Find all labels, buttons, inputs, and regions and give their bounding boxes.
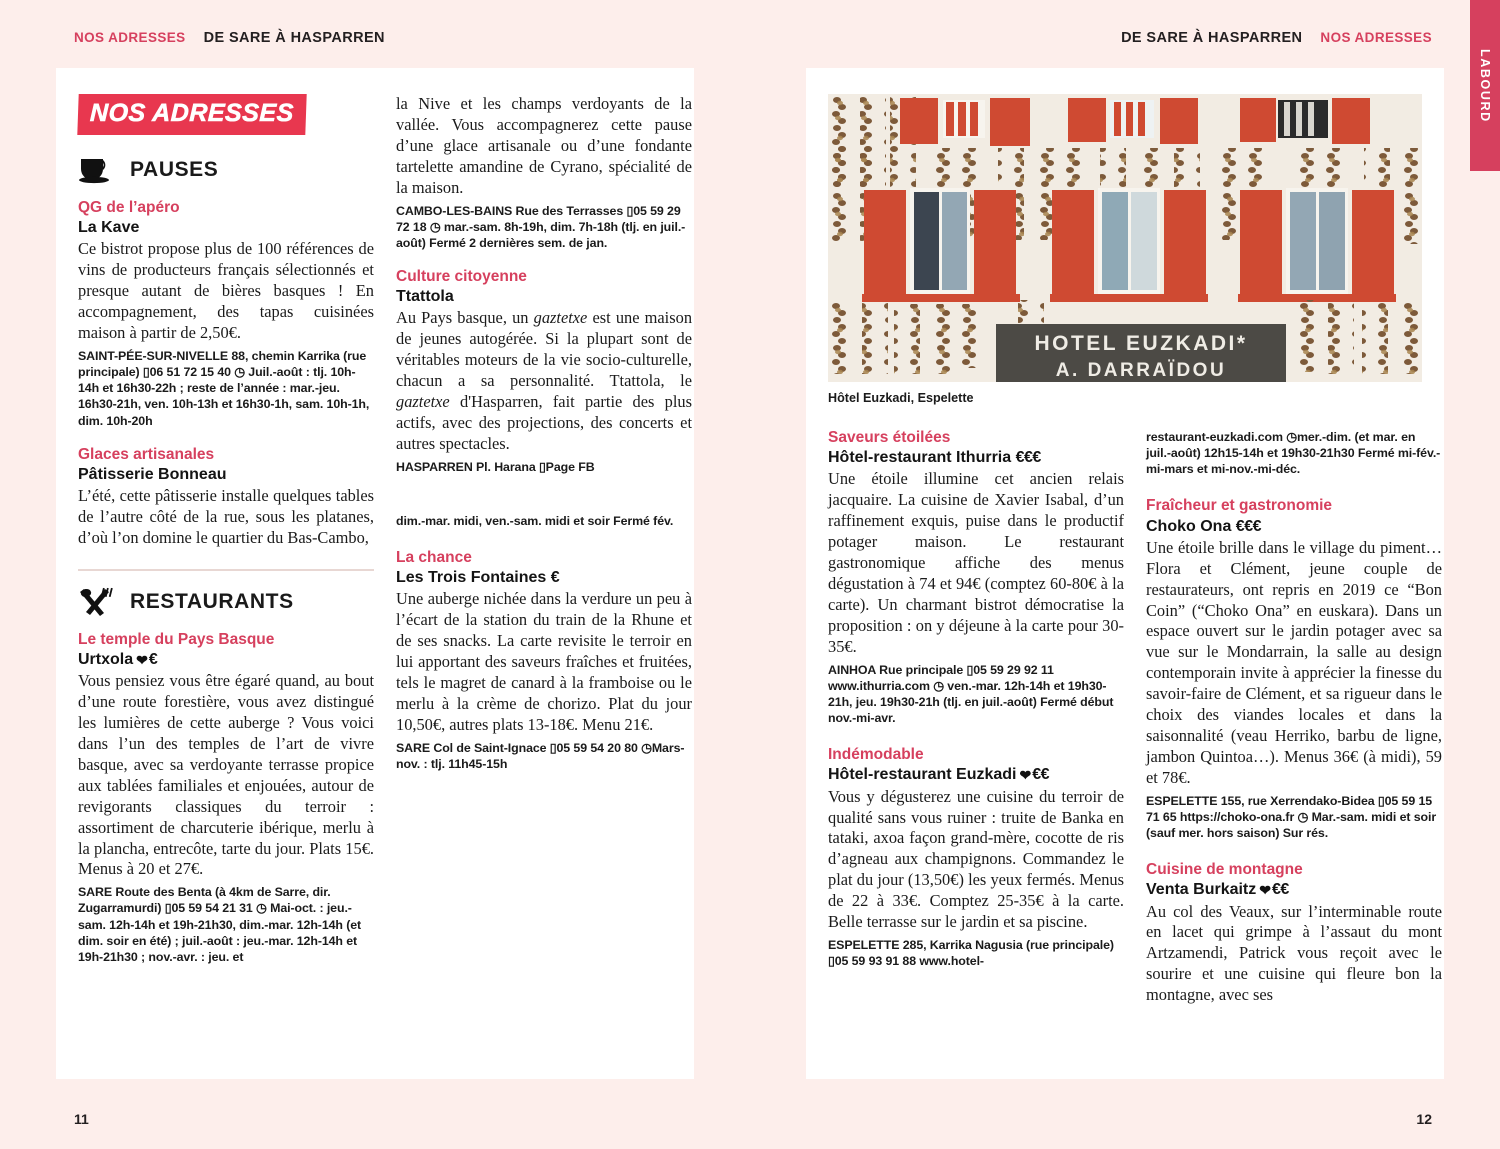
entry-name [78,650,374,669]
running-head-left-title: DE SARE À HASPARREN [203,30,385,46]
left-page-column-2 [396,94,692,1079]
left-page-column-1 [78,94,374,1079]
entry-description: L’été, cette pâtisserie installe quelques tables de l’autre côté de la rue, sous les platanes, d’où l’on domine le quartier du Bas-Cambo, [78,486,374,547]
listing-entry [78,446,374,549]
listing-entry [828,429,1124,726]
entry-name-text: Hôtel-restaurant Euzkadi [828,766,1017,784]
side-tab-label: LABOURD [1478,48,1492,123]
entry-kicker: Fraîcheur et gastronomie [1146,497,1333,515]
category-header-restaurants [78,587,374,617]
listing-entry [78,199,374,429]
category-label-restaurants: RESTAURANTS [130,589,294,613]
photo-block [828,94,1422,421]
favorite-heart-icon: ❤ [136,652,148,669]
entry-practical-info: SARE Route des Benta (à 4km de Sarre, dir. Zugarramurdi) ▯05 59 54 21 31 ◷ Mai-oct. : jeu.-sam. 12h-14h et 19h-21h30, dim.-mar. 12h-14h (et dim. soir en été) ; juil.-août : jeu.-mar. 12h-14h et 19h-21h30 ; nov.-avr. : jeu. et [78,885,362,964]
entry-practical-info: HASPARREN Pl. Harana ▯Page FB [396,459,595,474]
photo-caption: Hôtel Euzkadi, Espelette [828,391,974,405]
entry-description: Vous y dégusterez une cuisine du terroir de qualité sans vous ruiner : truite de Banka en tataki, axoa façon grand-mère, cocotte de ris d’agneau aux champignons. Commandez le plat du jour (13,50€) les yeux fermés. Menus de 22 à 33€. Comptez 25-35€ à la carte. Belle terrasse sur le jardin et sa piscine. [828,786,1124,932]
right-page-column-1 [828,429,1124,1023]
photo-sign-line-1: HOTEL EUZKADI* [1034,332,1248,355]
entry-name [828,765,1124,784]
listing-entry [396,549,692,772]
entry-name: La Kave [78,219,140,237]
entry-practical-info: SAINT-PÉE-SUR-NIVELLE 88, chemin Karrika (rue principale) ▯06 51 72 15 40 ◷ Juil.-août : tlj. 10h-14h et 16h30-22h ; reste de l’année : mar.-jeu. 16h30-21h, ven. 10h-13h et 16h30-1h, sam. 10h-1h, dim. 10h-20h [78,349,370,428]
listing-entry [78,631,374,965]
entry-description-continued: la Nive et les champs verdoyants de la vallée. Vous accompagnerez cette pause d’une glace artisanale ou d’une fondante tartelette amandine de Cyrano, spécialité de la maison. [396,94,692,197]
page-left [56,68,694,1079]
right-page-columns [828,429,1442,1023]
section-divider [78,569,374,571]
entry-name [1146,880,1442,899]
page-right [806,68,1444,1079]
running-head-right-accent: NOS ADRESSES [1320,30,1432,45]
entry-name [1146,517,1442,536]
entry-kicker: Glaces artisanales [78,445,215,463]
pages-container [0,68,1500,1149]
fork-knife-icon [78,587,118,617]
price-level: €€ [1032,766,1050,784]
page-number-left: 11 [74,1111,89,1127]
entry-name-text: Choko Ona [1146,517,1232,535]
entry-description: Au col des Veaux, sur l’interminable route en lacet qui grimpe à l’assaut du mont Artzamendi, Patrick vous reçoit avec le sourire et une cuisine qui fleure bon la montagne, avec ses [1146,901,1442,1005]
photo-sign-line-2: A. DARRAÏDOU [1055,360,1227,381]
running-head-right-title: DE SARE À HASPARREN [1121,30,1303,46]
category-label-pauses: PAUSES [130,158,219,181]
listing-entry [1146,497,1442,841]
entry-name [828,448,1124,467]
entry-kicker: La chance [396,548,472,566]
entry-kicker: Saveurs étoilées [828,429,951,446]
price-level: € [550,569,560,587]
entry-practical-info: AINHOA Rue principale ▯05 59 29 92 11 www.ithurria.com ◷ ven.-mar. 12h-14h et 19h30-21h, jeu. 19h30-21h (tlj. en juil.-août) Fermé début nov.-mi-avr. [828,662,1114,725]
price-level: € [148,651,158,669]
entry-kicker: QG de l’apéro [78,199,180,216]
entry-name-text: Les Trois Fontaines [396,569,547,587]
entry-name: Ttattola [396,288,454,306]
entry-practical-info-continued: dim.-mar. midi, ven.-sam. midi et soir Fermé fév. [396,513,674,528]
running-head-left [74,30,385,46]
entry-description: Une auberge nichée dans la verdure un peu à l’écart de la station du train de la Rhune et de ses snacks. La carte revisite le terroir en lui apportant des saveurs fraîches et fruitées, tels le magret de canard à la framboise ou le merlu à la crème de chorizo. Plat du jour 10,50€, autres plats 13-18€. Menu 21€. [396,589,692,734]
listing-entry [1146,861,1442,1006]
entry-description: Une étoile illumine cet ancien relais jacquaire. La cuisine de Xavier Isabal, d’un raffinement exquis, puise dans le productif potager maison. Le restaurant gastronomique affiche des menus dégustation à 74 et 94€ (comptez 60-80€ à la carte). Un charmant bistrot démocratise la proposition : on y déjeune à la carte pour 30-35€. [828,469,1124,656]
entry-name-text: Urtxola [78,651,134,669]
favorite-heart-icon: ❤ [1019,767,1032,784]
entry-kicker: Le temple du Pays Basque [78,630,275,648]
entry-kicker: Cuisine de montagne [1146,861,1303,879]
entry-name-text: Hôtel-restaurant Ithurria [828,449,1012,467]
entry-kicker: Indémodable [828,746,924,764]
entry-practical-info: SARE Col de Saint-Ignace ▯05 59 54 20 80 ◷Mars-nov. : tlj. 11h45-15h [396,740,685,771]
entry-description: Vous pensiez vous être égaré quand, au bout d’une route forestière, vous avez distingué les lumières de cette auberge ? Vous voici dans l’un des temples de l’art de vivre basque, avec sa verdoyante terrasse propice aux tablées familiales et enjouées, autour de revigorants classiques du terroir : assortiment de charcuterie ibérique, merlu à la plancha, entrecôte, tarte du jour. Plats 15€. Menus à 20 et 27€. [78,671,374,879]
coffee-cup-icon [78,155,118,185]
entry-practical-info: CAMBO-LES-BAINS Rue des Terrasses ▯05 59 29 72 18 ◷ mar.-sam. 8h-19h, dim. 7h-18h (tlj. en juil.-août) Fermé 2 dernières sem. de jan. [396,203,686,250]
hotel-euzkadi-facade-photo [828,94,1422,382]
price-level: €€€ [1235,517,1261,535]
entry-name-text: Venta Burkaitz [1146,881,1257,899]
price-level: €€€ [1015,449,1041,467]
running-head-left-accent: NOS ADRESSES [74,30,186,45]
entry-practical-info: ESPELETTE 155, rue Xerrendako-Bidea ▯05 59 15 71 65 https://choko-ona.fr ◷ Mar.-sam. midi et soir (sauf mer. hors saison) Sur rés. [1146,793,1437,840]
listing-entry [396,268,692,475]
favorite-heart-icon: ❤ [1259,882,1271,899]
right-page-column-2 [1146,429,1442,1023]
entry-name: Pâtisserie Bonneau [78,465,227,483]
price-level: €€ [1272,881,1289,899]
entry-name [396,568,692,587]
category-header-pauses [78,155,374,185]
entry-kicker: Culture citoyenne [396,267,527,285]
listing-entry [828,746,1124,969]
entry-description: Au Pays basque, un gaztetxe est une maison de jeunes autogérée. Si la plupart sont de véritables moteurs de la vie socio-culturelle, chacun a sa personnalité. Ttattola, le gaztetxe d'Hasparren, fait partie des plus actifs, avec des projections, des concerts et autres spectacles. [396,308,693,453]
entry-practical-info: ESPELETTE 285, Karrika Nagusia (rue principale) ▯05 59 93 91 88 www.hotel- [828,937,1114,969]
entry-description: Ce bistrot propose plus de 100 références de vins de producteurs français sélectionnés et presque autant de bières basques ! En accompagnement, des tapas cuisinées maison à partir de 2,50€. [78,239,374,343]
running-heads [0,0,1500,68]
entry-description: Une étoile brille dans le village du piment… Flora et Clément, jeune couple de restaurateurs, ont repris en 2019 ce “Bon Coin” (“Choko Ona” en euskara). Dans un espace ouvert sur le jardin potager avec sa vue sur le Mondarrain, la salle au design contemporain invite à apprécier la finesse du savoir-faire de Clément, et sa rigueur dans le choix des viandes locales et dans la saisonnalité (veau Herriko, barbu de ligne, jambon Quintoa…). Menus 36€ (à midi), 59 et 78€. [1146,537,1442,787]
entry-practical-info-continued: restaurant-euzkadi.com ◷mer.-dim. (et mar. en juil.-août) 12h15-14h et 19h30-21h30 Fermé mi-fév.-mi-mars et mi-nov.-mi-déc. [1146,430,1441,477]
running-head-right [1121,30,1432,46]
page-number-right: 12 [1416,1111,1432,1127]
nos-adresses-banner: NOS ADRESSES [77,94,306,135]
